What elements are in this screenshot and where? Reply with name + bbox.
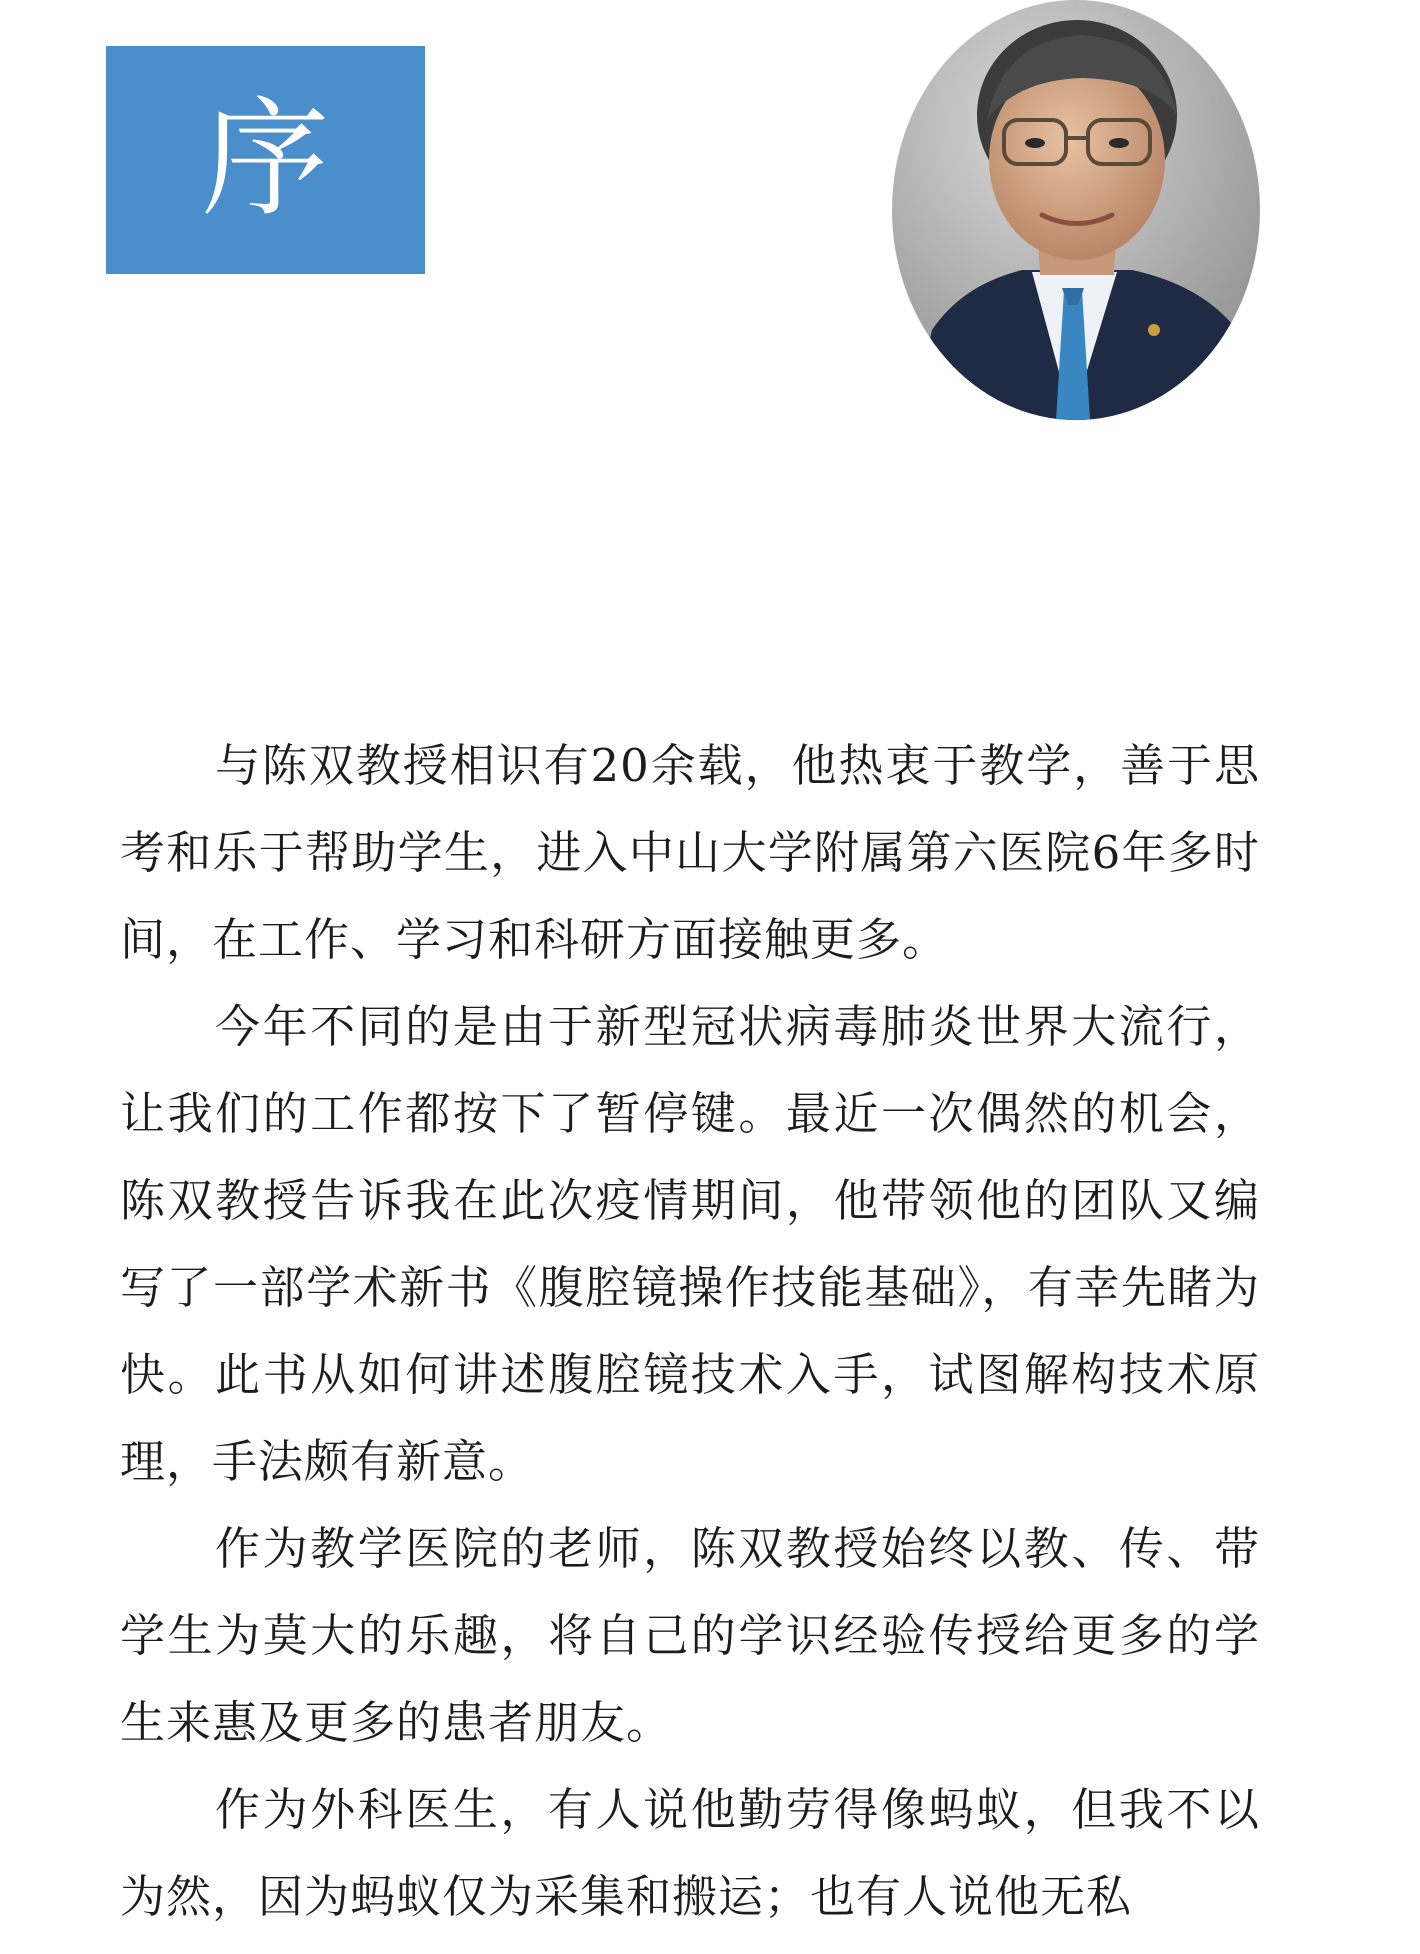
- author-portrait: [892, 0, 1260, 420]
- paragraph-4: 作为外科医生，有人说他勤劳得像蚂蚁，但我不以为然，因为蚂蚁仅为采集和搬运；也有人说他无私: [120, 1783, 1260, 1923]
- chapter-title-box: [106, 46, 425, 274]
- preface-body: [120, 722, 1260, 1940]
- paragraph-2: 今年不同的是由于新型冠状病毒肺炎世界大流行，让我们的工作都按下了暂停键。最近一次偶然的机会，陈双教授告诉我在此次疫情期间，他带领他的团队又编写了一部学术新书《腹腔镜操作技能基础》，有幸先睹为快。此书从如何讲述腹腔镜技术入手，试图解构技术原理，手法颇有新意。: [120, 1000, 1260, 1488]
- paragraph-1: 与陈双教授相识有20余载，他热衷于教学，善于思考和乐于帮助学生，进入中山大学附属第六医院6年多时间，在工作、学习和科研方面接触更多。: [120, 739, 1260, 966]
- chapter-title: 序: [201, 85, 330, 234]
- paragraph-3: 作为教学医院的老师，陈双教授始终以教、传、带学生为莫大的乐趣，将自己的学识经验传授给更多的学生来惠及更多的患者朋友。: [120, 1522, 1260, 1749]
- author-portrait-icon: [892, 0, 1260, 420]
